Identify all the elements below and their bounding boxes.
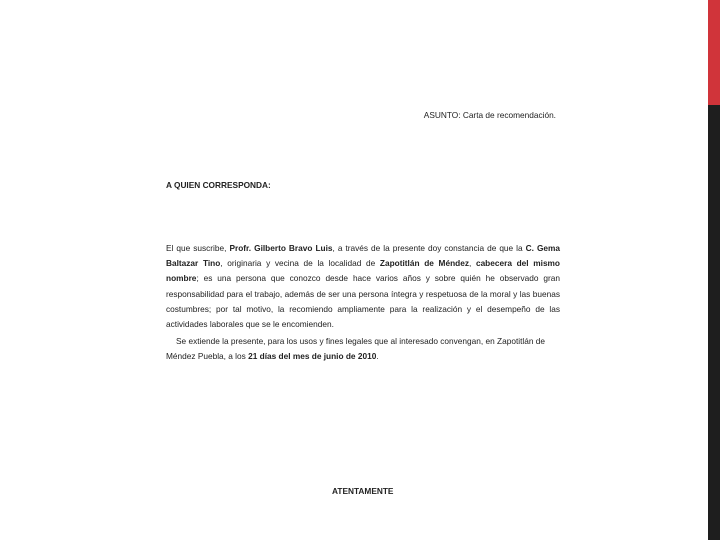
paragraph-1-text-e: ; es una persona que conozco desde hace varios años y sobre quién he observado gran responsabilidad para el trabajo, además de ser una persona íntegra y respetuosa de la moral y las buenas costumbres; por tal motivo, la recomiendo ampliamente para la realización y el desempeño de las actividades laborales que se le encomienden. <box>166 273 560 330</box>
recommended-person: C. Gema Baltazar Tino <box>166 243 561 269</box>
letter-date: 21 días del mes de junio de 2010 <box>248 351 377 362</box>
subject-line: ASUNTO: Carta de recomendación. <box>423 110 556 120</box>
signer-name: Profr. Gilberto Bravo Luis <box>229 243 333 253</box>
accent-bar-dark <box>708 105 720 540</box>
paragraph-2-text-a: Se extiende la presente, para los usos y fines legales que al interesado convengan, en Zapotitlán de Méndez Puebla, a los <box>166 336 545 362</box>
paragraph-1-text-c: , originaria y vecina de la localidad de <box>220 258 380 269</box>
locality-name: Zapotitlán de Méndez <box>379 258 469 269</box>
greeting: A QUIEN CORRESPONDA: <box>166 180 271 190</box>
paragraph-1-text-b: , a través de la presente doy constancia de que la <box>332 243 526 253</box>
paragraph-1-text-d: , <box>468 258 476 269</box>
body-paragraph-2 <box>166 334 560 364</box>
municipal-seat: cabecera del mismo nombre <box>166 258 560 284</box>
paragraph-1-text-a: El que suscribe, <box>166 243 230 253</box>
accent-bar-red <box>708 0 720 105</box>
paragraph-2-text-b: . <box>376 351 379 362</box>
closing-atentamente: ATENTAMENTE <box>332 486 394 496</box>
body-paragraph-1 <box>166 241 560 332</box>
